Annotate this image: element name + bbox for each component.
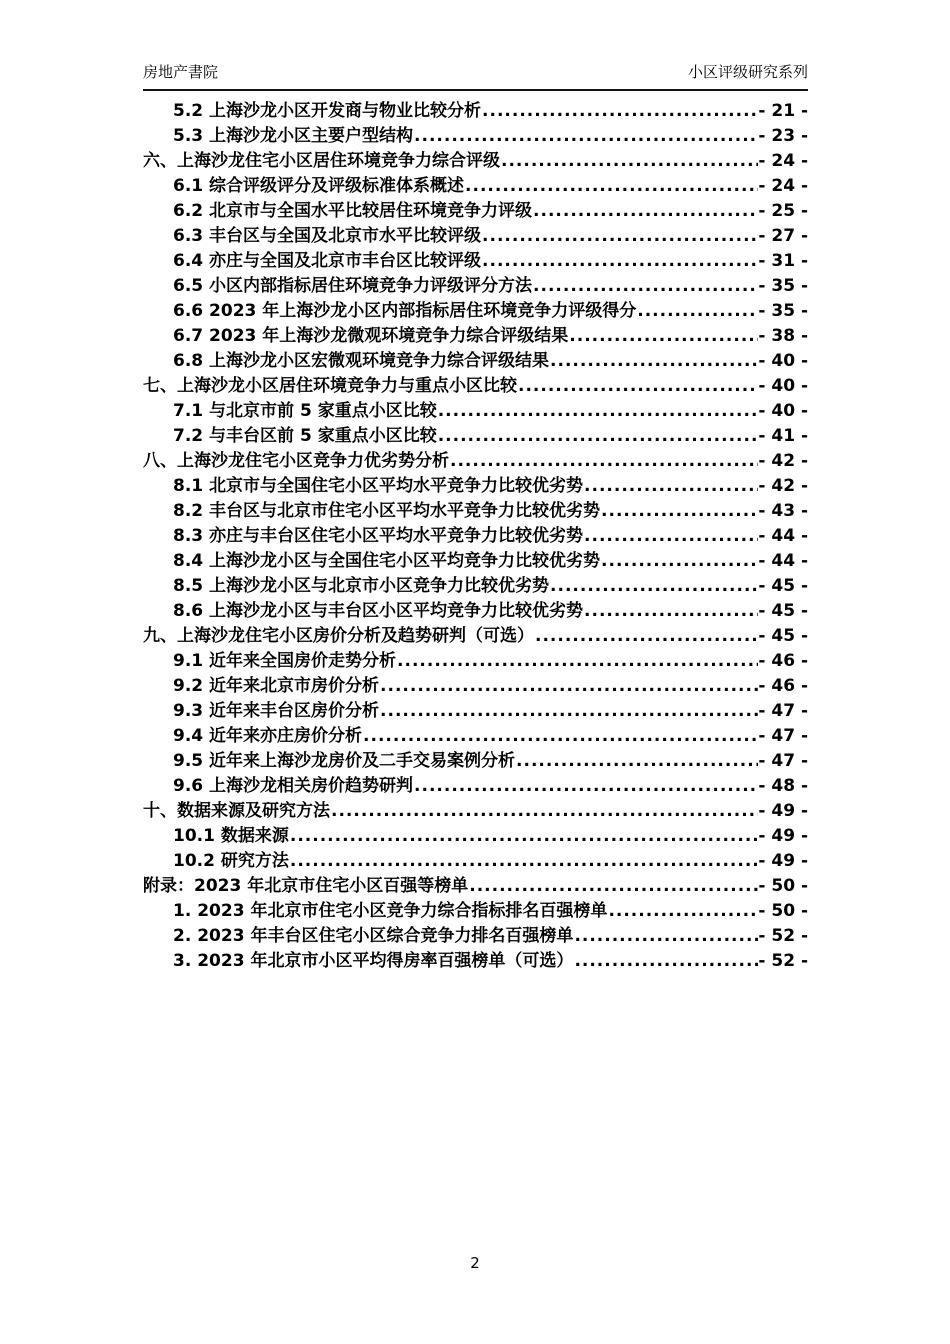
toc-entry[interactable] [143, 274, 808, 299]
toc-entry-label: 6.8 上海沙龙小区宏微观环境竞争力综合评级结果 [173, 351, 550, 371]
toc-entry-label: 10.2 研究方法 [173, 851, 289, 871]
toc-leader-dots [437, 424, 759, 449]
toc-entry[interactable] [143, 349, 808, 374]
toc-entry-label: 6.1 综合评级评分及评级标准体系概述 [173, 176, 465, 196]
toc-entry-page: - 24 - [758, 151, 808, 171]
toc-entry-label: 7.2 与丰台区前 5 家重点小区比较 [173, 426, 437, 446]
toc-entry[interactable] [143, 599, 808, 624]
toc-entry-page: - 44 - [758, 551, 808, 571]
toc-leader-dots [464, 174, 758, 199]
toc-entry-label: 5.2 上海沙龙小区开发商与物业比较分析 [173, 101, 482, 121]
toc-leader-dots [532, 274, 758, 299]
toc-leader-dots [583, 599, 758, 624]
toc-entry-page: - 45 - [758, 601, 808, 621]
toc-entry[interactable] [143, 674, 808, 699]
toc-leader-dots [449, 449, 758, 474]
toc-leader-dots [481, 224, 758, 249]
toc-leader-dots [636, 299, 758, 324]
toc-entry-label: 10.1 数据来源 [173, 826, 289, 846]
toc-leader-dots [362, 724, 758, 749]
toc-entry-label: 3. 2023 年北京市小区平均得房率百强榜单（可选） [173, 951, 574, 971]
document-page [143, 0, 808, 974]
toc-entry[interactable] [143, 774, 808, 799]
toc-entry-label: 9.6 上海沙龙相关房价趋势研判 [173, 776, 414, 796]
toc-entry[interactable] [143, 874, 808, 899]
page-footer [0, 1254, 950, 1272]
toc-entry-label: 七、上海沙龙小区居住环境竞争力与重点小区比较 [143, 376, 517, 396]
toc-entry[interactable] [143, 99, 808, 124]
toc-entry[interactable] [143, 299, 808, 324]
toc-entry-label: 9.4 近年来亦庄房价分析 [173, 726, 363, 746]
toc-leader-dots [607, 899, 758, 924]
toc-entry-page: - 45 - [758, 576, 808, 596]
toc-leader-dots [517, 374, 758, 399]
toc-entry[interactable] [143, 724, 808, 749]
toc-entry-label: 9.5 近年来上海沙龙房价及二手交易案例分析 [173, 751, 516, 771]
toc-entry-page: - 23 - [758, 126, 808, 146]
toc-entry-label: 8.1 北京市与全国住宅小区平均水平竞争力比较优劣势 [173, 476, 584, 496]
toc-entry-page: - 38 - [758, 326, 808, 346]
toc-entry[interactable] [143, 849, 808, 874]
toc-entry-page: - 50 - [758, 901, 808, 921]
toc-entry-page: - 52 - [758, 926, 808, 946]
toc-leader-dots [289, 849, 759, 874]
toc-leader-dots [573, 924, 758, 949]
toc-entry[interactable] [143, 699, 808, 724]
toc-entry-page: - 41 - [758, 426, 808, 446]
toc-entry-label: 9.2 近年来北京市房价分析 [173, 676, 380, 696]
toc-entry-label: 6.7 2023 年上海沙龙微观环境竞争力综合评级结果 [173, 326, 569, 346]
toc-leader-dots [437, 399, 759, 424]
toc-entry-label: 6.4 亦庄与全国及北京市丰台区比较评级 [173, 251, 482, 271]
toc-entry-label: 6.2 北京市与全国水平比较居住环境竞争力评级 [173, 201, 533, 221]
toc-entry[interactable] [143, 799, 808, 824]
toc-entry[interactable] [143, 449, 808, 474]
toc-entry-page: - 35 - [758, 276, 808, 296]
toc-leader-dots [573, 949, 758, 974]
toc-entry-page: - 25 - [758, 201, 808, 221]
toc-leader-dots [600, 499, 758, 524]
toc-entry[interactable] [143, 549, 808, 574]
toc-entry[interactable] [143, 224, 808, 249]
toc-entry-page: - 46 - [758, 651, 808, 671]
toc-entry-page: - 24 - [758, 176, 808, 196]
toc-entry[interactable] [143, 649, 808, 674]
toc-leader-dots [583, 524, 758, 549]
table-of-contents [143, 99, 808, 974]
toc-entry[interactable] [143, 924, 808, 949]
toc-entry[interactable] [143, 324, 808, 349]
toc-entry-label: 六、上海沙龙住宅小区居住环境竞争力综合评级 [143, 151, 500, 171]
toc-entry-page: - 35 - [758, 301, 808, 321]
toc-entry[interactable] [143, 199, 808, 224]
toc-leader-dots [379, 699, 758, 724]
toc-leader-dots [379, 674, 758, 699]
toc-entry-page: - 52 - [758, 951, 808, 971]
toc-entry-label: 9.1 近年来全国房价走势分析 [173, 651, 397, 671]
toc-entry-page: - 50 - [758, 876, 808, 896]
toc-entry-page: - 44 - [758, 526, 808, 546]
toc-entry-page: - 40 - [758, 376, 808, 396]
toc-entry[interactable] [143, 499, 808, 524]
toc-entry-label: 九、上海沙龙住宅小区房价分析及趋势研判（可选） [143, 626, 534, 646]
toc-leader-dots [500, 149, 758, 174]
toc-entry-label: 2. 2023 年丰台区住宅小区综合竞争力排名百强榜单 [173, 926, 574, 946]
toc-entry-page: - 43 - [758, 501, 808, 521]
toc-leader-dots [532, 199, 758, 224]
toc-leader-dots [534, 624, 758, 649]
toc-entry[interactable] [143, 249, 808, 274]
toc-entry-page: - 40 - [758, 401, 808, 421]
toc-leader-dots [413, 774, 758, 799]
toc-leader-dots [330, 799, 758, 824]
toc-entry-label: 附录：2023 年北京市住宅小区百强等榜单 [143, 876, 469, 896]
toc-entry-page: - 45 - [758, 626, 808, 646]
toc-entry[interactable] [143, 524, 808, 549]
toc-entry[interactable] [143, 124, 808, 149]
toc-entry[interactable] [143, 824, 808, 849]
toc-entry-label: 八、上海沙龙住宅小区竞争力优劣势分析 [143, 451, 449, 471]
toc-entry-page: - 31 - [758, 251, 808, 271]
toc-entry[interactable] [143, 574, 808, 599]
toc-entry[interactable] [143, 174, 808, 199]
toc-entry-label: 十、数据来源及研究方法 [143, 801, 330, 821]
toc-entry-page: - 47 - [758, 751, 808, 771]
toc-leader-dots [481, 99, 758, 124]
toc-entry-label: 8.3 亦庄与丰台区住宅小区平均水平竞争力比较优劣势 [173, 526, 584, 546]
toc-entry-label: 5.3 上海沙龙小区主要户型结构 [173, 126, 414, 146]
toc-entry[interactable] [143, 399, 808, 424]
toc-entry-label: 1. 2023 年北京市住宅小区竞争力综合指标排名百强榜单 [173, 901, 608, 921]
toc-entry-page: - 47 - [758, 701, 808, 721]
toc-leader-dots [515, 749, 758, 774]
toc-entry[interactable] [143, 899, 808, 924]
toc-entry-page: - 42 - [758, 476, 808, 496]
toc-entry[interactable] [143, 949, 808, 974]
page-number: 2 [470, 1254, 480, 1272]
toc-entry-page: - 42 - [758, 451, 808, 471]
toc-entry[interactable] [143, 424, 808, 449]
toc-entry-page: - 49 - [758, 826, 808, 846]
toc-entry[interactable] [143, 374, 808, 399]
toc-entry-label: 8.5 上海沙龙小区与北京市小区竞争力比较优劣势 [173, 576, 550, 596]
header-right-text: 小区评级研究系列 [687, 63, 808, 81]
toc-leader-dots [481, 249, 758, 274]
toc-entry-label: 7.1 与北京市前 5 家重点小区比较 [173, 401, 437, 421]
toc-entry-page: - 40 - [758, 351, 808, 371]
toc-entry-page: - 48 - [758, 776, 808, 796]
toc-entry[interactable] [143, 149, 808, 174]
toc-entry-page: - 47 - [758, 726, 808, 746]
toc-leader-dots [468, 874, 758, 899]
toc-entry[interactable] [143, 474, 808, 499]
toc-leader-dots [549, 574, 758, 599]
toc-leader-dots [549, 349, 758, 374]
toc-entry-page: - 49 - [758, 801, 808, 821]
toc-entry-label: 8.2 丰台区与北京市住宅小区平均水平竞争力比较优劣势 [173, 501, 601, 521]
toc-leader-dots [289, 824, 759, 849]
toc-entry-label: 9.3 近年来丰台区房价分析 [173, 701, 380, 721]
toc-entry-label: 8.6 上海沙龙小区与丰台区小区平均竞争力比较优劣势 [173, 601, 584, 621]
toc-entry-page: - 27 - [758, 226, 808, 246]
toc-entry-page: - 21 - [758, 101, 808, 121]
toc-entry-label: 6.5 小区内部指标居住环境竞争力评级评分方法 [173, 276, 533, 296]
toc-entry-label: 6.3 丰台区与全国及北京市水平比较评级 [173, 226, 482, 246]
page-header [143, 0, 808, 91]
toc-entry-page: - 46 - [758, 676, 808, 696]
toc-entry[interactable] [143, 624, 808, 649]
header-left-text: 房地产書院 [143, 63, 219, 81]
toc-entry-page: - 49 - [758, 851, 808, 871]
toc-leader-dots [568, 324, 758, 349]
toc-entry-label: 6.6 2023 年上海沙龙小区内部指标居住环境竞争力评级得分 [173, 301, 637, 321]
toc-leader-dots [413, 124, 758, 149]
toc-entry[interactable] [143, 749, 808, 774]
toc-leader-dots [583, 474, 758, 499]
toc-leader-dots [396, 649, 758, 674]
toc-leader-dots [600, 549, 758, 574]
toc-entry-label: 8.4 上海沙龙小区与全国住宅小区平均竞争力比较优劣势 [173, 551, 601, 571]
